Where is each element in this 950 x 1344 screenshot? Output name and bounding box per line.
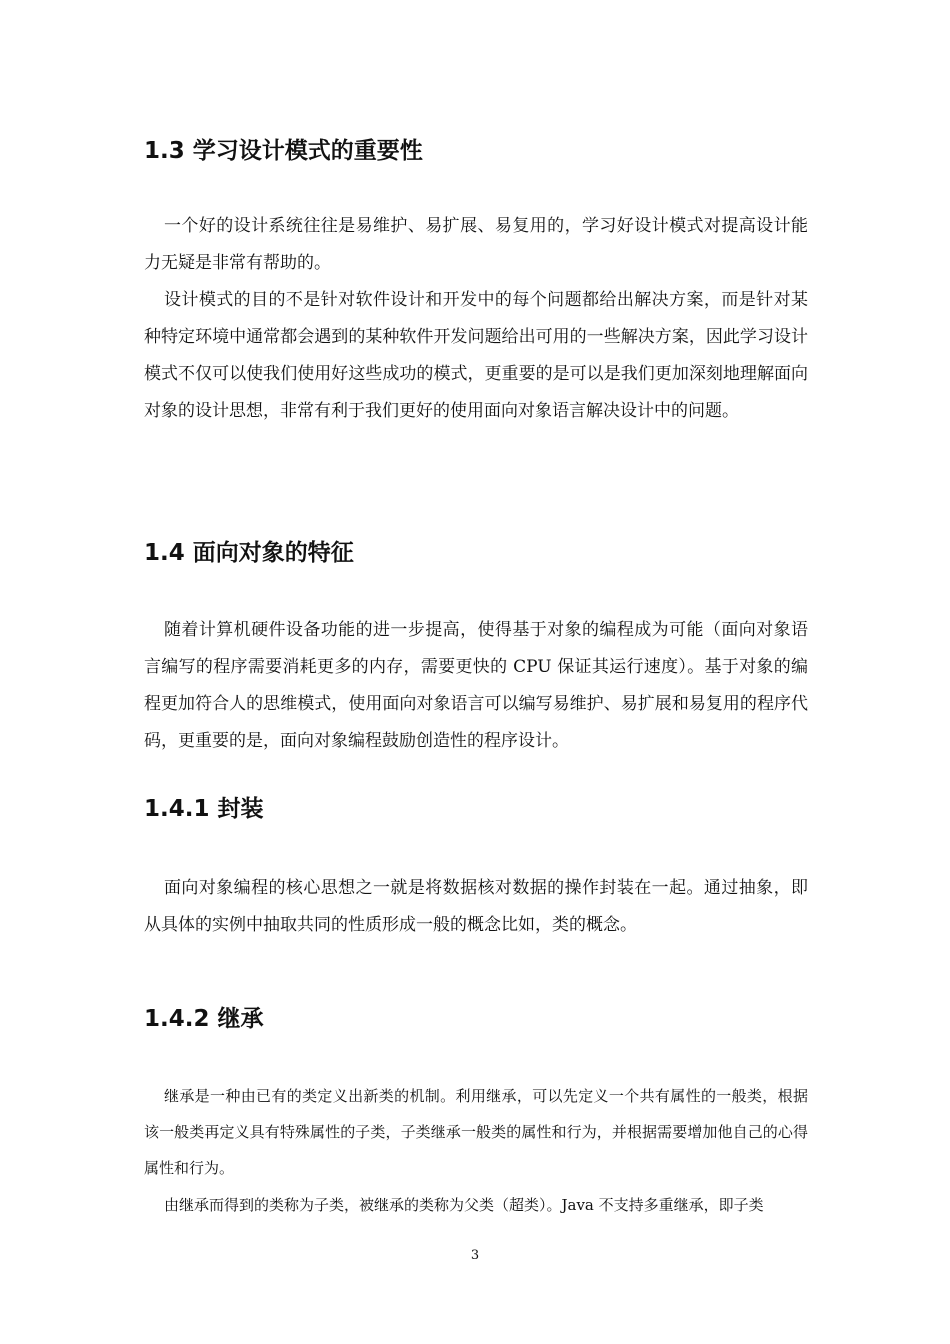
section-heading-1-4-1: 1.4.1 封装 bbox=[144, 796, 264, 822]
page-number: 3 bbox=[470, 1248, 480, 1263]
section-heading-1-4: 1.4 面向对象的特征 bbox=[144, 540, 354, 566]
paragraph-1-3-b: 设计模式的目的不是针对软件设计和开发中的每个问题都给出解决方案，而是针对某种特定环境中通常都会遇到的某种软件开发问题给出可用的一些解决方案，因此学习设计模式不仅可以使我们使用好这些成功的模式，更重要的是可以是我们更加深刻地理解面向对象的设计思想，非常有利于我们更好的使用面向对象语言解决设计中的问题。 bbox=[144, 290, 808, 421]
paragraph-1-4-2-b: 由继承而得到的类称为子类，被继承的类称为父类（超类）。Java 不支持多重继承，即子类 bbox=[164, 1196, 764, 1214]
section-heading-1-4-2: 1.4.2 继承 bbox=[144, 1006, 264, 1032]
section-heading-1-3: 1.3 学习设计模式的重要性 bbox=[144, 138, 423, 164]
paragraph-1-4: 随着计算机硬件设备功能的进一步提高，使得基于对象的编程成为可能（面向对象语言编写的程序需要消耗更多的内存，需要更快的 CPU 保证其运行速度）。基于对象的编程更加符合人的思维模式，使用面向对象语言可以编写易维护、易扩展和易复用的程序代码，更重要的是，面向对象编程鼓励创造性的程序设计。 bbox=[144, 620, 808, 751]
paragraph-1-4-1: 面向对象编程的核心思想之一就是将数据核对数据的操作封装在一起。通过抽象，即从具体的实例中抽取共同的性质形成一般的概念比如，类的概念。 bbox=[144, 878, 808, 935]
paragraph-1-4-2-a: 继承是一种由已有的类定义出新类的机制。利用继承，可以先定义一个共有属性的一般类，根据该一般类再定义具有特殊属性的子类，子类继承一般类的属性和行为，并根据需要增加他自己的心得属性和行为。 bbox=[144, 1087, 808, 1177]
paragraph-1-3-a: 一个好的设计系统往往是易维护、易扩展、易复用的，学习好设计模式对提高设计能力无疑是非常有帮助的。 bbox=[144, 216, 808, 273]
